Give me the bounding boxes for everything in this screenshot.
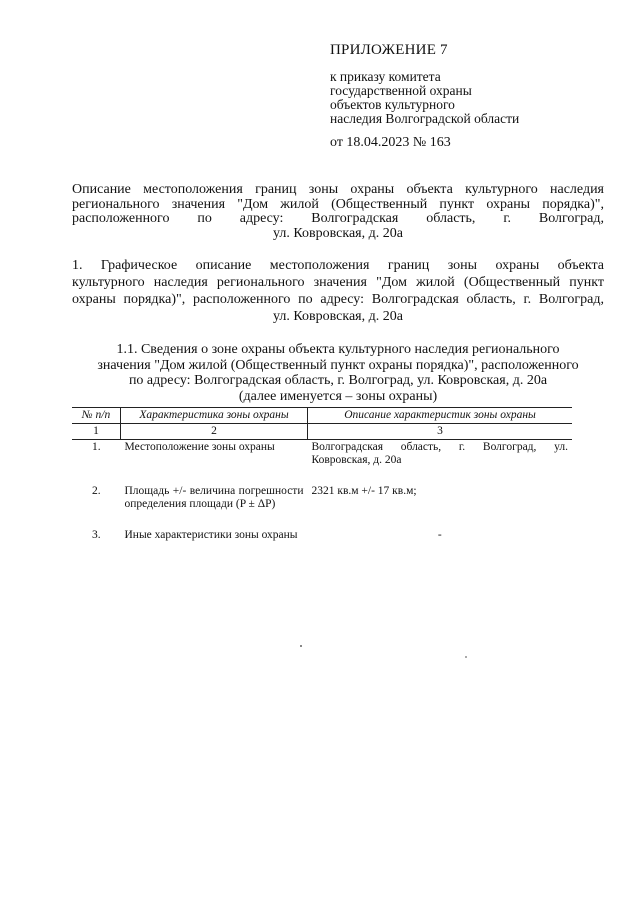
table-row: [72, 484, 572, 512]
row-characteristic: Иные характеристики зоны охраны: [124, 529, 298, 541]
row-number: 3.: [91, 529, 101, 541]
description-line: ул. Ковровская, д. 20а: [273, 225, 403, 241]
section-1-line: 1. Графическое описание местоположения границ зоны охраны объекта: [72, 258, 604, 273]
column-number: 1: [72, 424, 121, 440]
section-1-line: охраны порядка)", расположенного по адресу: Волгоградская область, г. Волгоград,: [72, 292, 604, 307]
order-date: от 18.04.2023 № 163: [330, 135, 451, 150]
order-line: государственной охраны: [330, 83, 472, 98]
description-line: регионального значения "Дом жилой (Общественный пункт охраны порядка)",: [72, 196, 604, 212]
section-1-heading: [72, 257, 604, 325]
description-line: расположенного по адресу: Волгоградская область, г. Волгоград,: [72, 211, 604, 226]
row-number: 2.: [91, 485, 101, 497]
section-1-1-line: по адресу: Волгоградская область, г. Волгоград, ул. Ковровская, д. 20а: [128, 373, 548, 388]
table-row: [72, 440, 572, 469]
header-characteristic: Характеристика зоны охраны: [121, 408, 308, 424]
section-1-1-line: 1.1. Сведения о зоне охраны объекта культурного наследия регионального: [116, 342, 560, 357]
table-column-numbers-row: [72, 424, 572, 440]
order-line: объектов культурного: [330, 97, 455, 112]
section-1-1-line: (далее именуется – зоны охраны): [238, 388, 438, 404]
row-description: 2321 кв.м +/- 17 кв.м;: [311, 485, 417, 497]
order-reference: [330, 70, 519, 126]
document-description: [72, 183, 604, 241]
row-characteristic: Площадь +/- величина погрешности определения площади (P ± ΔP): [124, 485, 304, 510]
section-1-line: культурного наследия регионального значения "Дом жилой (Общественный пункт: [72, 275, 604, 290]
column-number: 3: [308, 424, 573, 440]
order-line: к приказу комитета: [330, 69, 441, 84]
table-row: [72, 528, 572, 543]
row-description: Волгоградская область, г. Волгоград, ул. Ковровская, д. 20а: [311, 441, 568, 466]
row-description: -: [437, 529, 442, 541]
section-1-1-heading: [72, 342, 604, 404]
zone-characteristics-table: [72, 407, 572, 543]
scan-speck: [465, 656, 467, 658]
description-line: Описание местоположения границ зоны охраны объекта культурного наследия: [72, 182, 604, 197]
row-number: 1.: [91, 441, 101, 453]
table-header-row: [72, 408, 572, 424]
header-description: Описание характеристик зоны охраны: [308, 408, 573, 424]
order-line: наследия Волгоградской области: [330, 111, 520, 126]
section-1-line: ул. Ковровская, д. 20а: [273, 309, 403, 324]
appendix-title: ПРИЛОЖЕНИЕ 7: [330, 42, 448, 58]
row-characteristic: Местоположение зоны охраны: [124, 441, 275, 453]
scan-speck: [300, 645, 302, 647]
section-1-1-line: значения "Дом жилой (Общественный пункт охраны порядка)", расположенного: [97, 357, 579, 373]
column-number: 2: [121, 424, 308, 440]
header-number: № п/п: [72, 408, 121, 424]
